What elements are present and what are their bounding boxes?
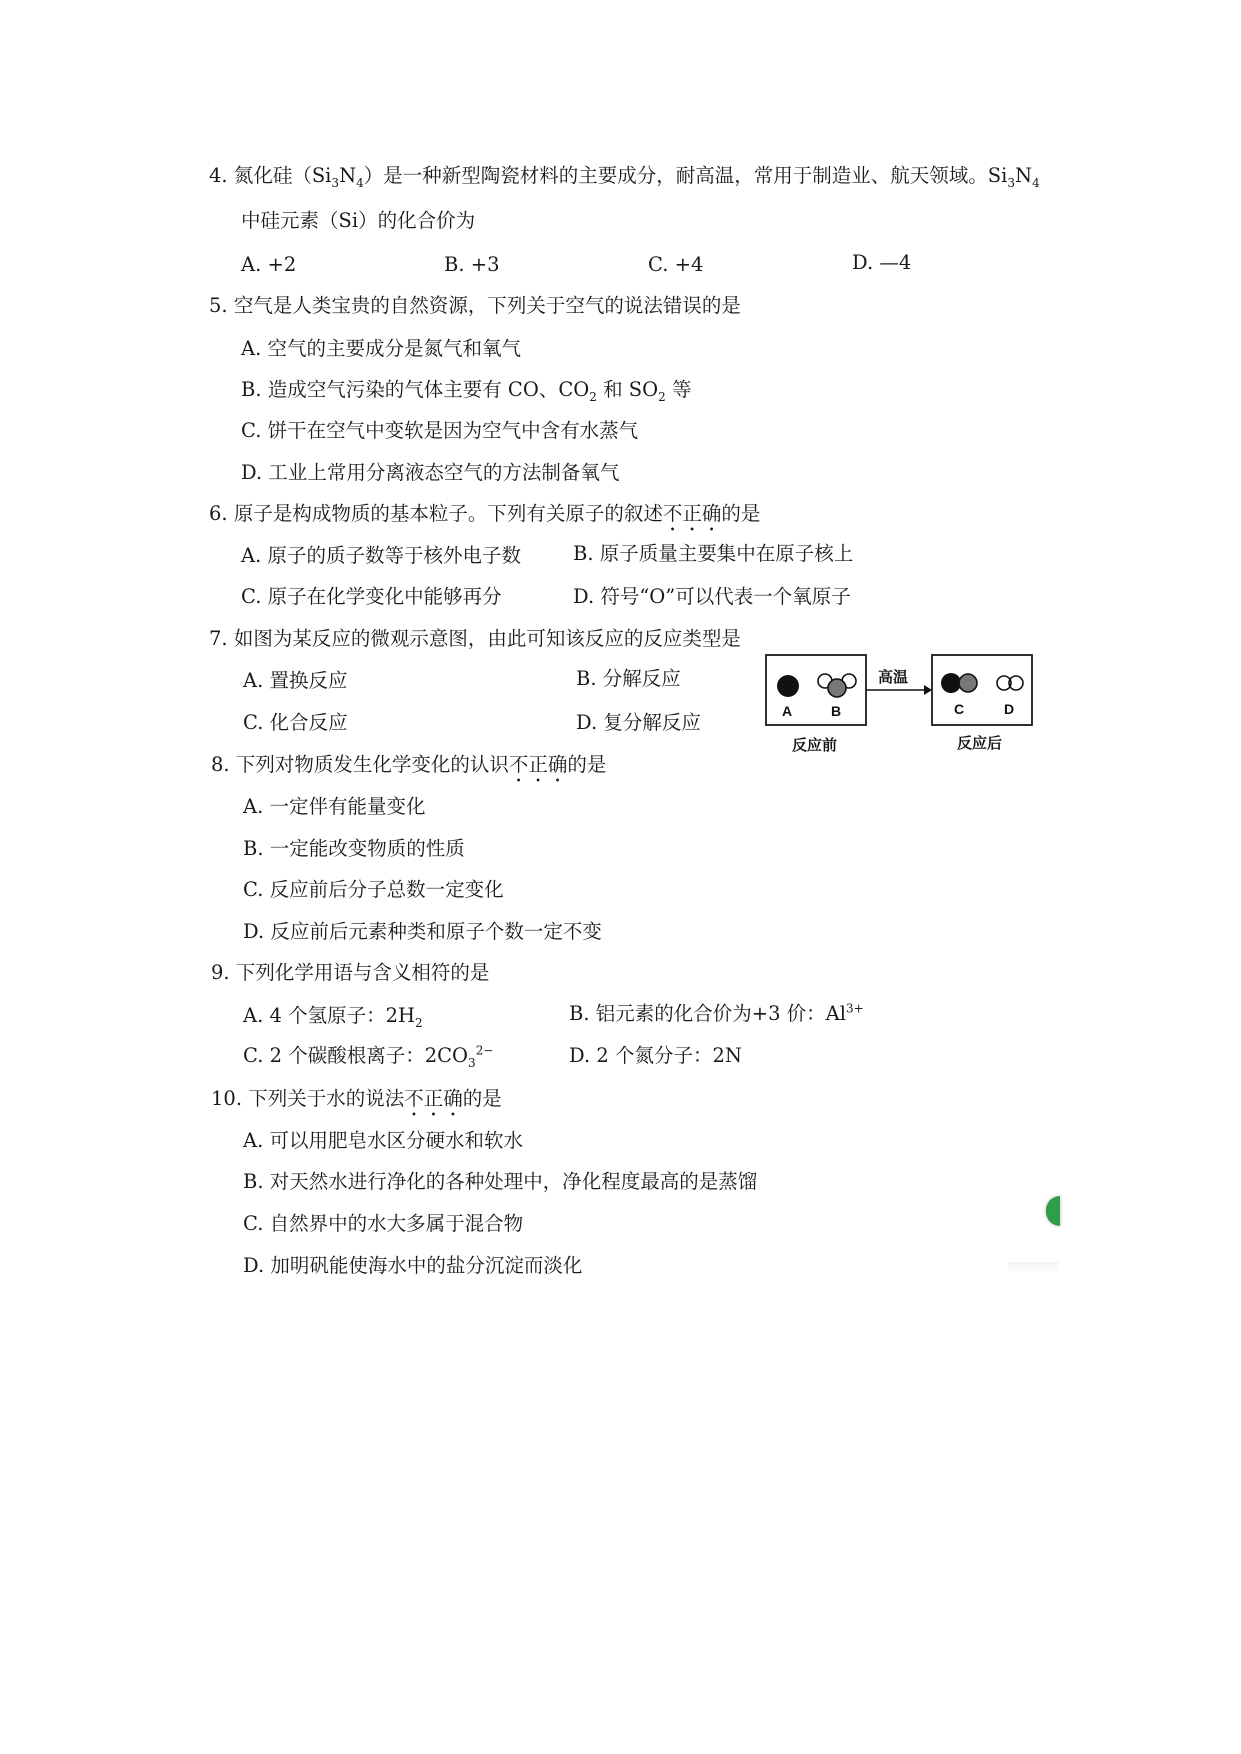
q4-option-d: D. —4 [852,251,912,274]
q4-sub3: 3 [1007,175,1016,190]
molecule-c-icon [941,673,977,693]
q9-c-sub: 3 [468,1055,476,1070]
q6-number: 6. [209,502,228,525]
q4-stem-a: 氮化硅（Si [233,164,332,187]
q6-stem [209,501,760,536]
q9-option-b [569,1001,864,1027]
q5-option-a: A. 空气的主要成分是氮气和氧气 [241,337,521,360]
molecule-d-icon [997,676,1023,690]
q9-c-sup: 2− [475,1043,494,1058]
q4-stem-c: ）是一种新型陶瓷材料的主要成分，耐高温，常用于制造业、航天领域。Si [363,164,1008,187]
q8-option-a: A. 一定伴有能量变化 [243,795,426,818]
edge-shadow-fragment [1008,1262,1058,1274]
q6-option-c: C. 原子在化学变化中能够再分 [241,585,502,608]
q6-stem-emphasis: 不正确 [662,502,722,525]
q9-stem-text: 下列化学用语与含义相符的是 [235,961,490,984]
q5-number: 5. [209,294,228,317]
molecule-b-icon [818,674,856,697]
q8-stem-b: 的是 [567,753,607,776]
q10-option-c: C. 自然界中的水大多属于混合物 [243,1212,524,1235]
q8-option-b: B. 一定能改变物质的性质 [243,837,465,860]
q4-sub2: 4 [356,175,364,190]
q9-option-d: D. 2 个氮分子：2N [569,1044,742,1067]
q5-b-sub2: 2 [658,389,666,404]
q5-stem-text: 空气是人类宝贵的自然资源，下列关于空气的说法错误的是 [233,294,741,317]
q9-b-text: B. 铝元素的化合价为+3 价：Al [569,1002,846,1025]
q7-option-c: C. 化合反应 [243,711,348,734]
q7-number: 7. [209,627,228,650]
q8-stem-emphasis: 不正确 [508,753,568,776]
before-label: 反应前 [792,736,838,754]
q4-stem-line1 [209,163,1040,189]
q10-stem-b: 的是 [462,1087,502,1110]
q9-option-c [243,1043,493,1069]
q4-option-b: B. +3 [444,253,500,276]
q8-number: 8. [211,753,230,776]
q9-a-sub: 2 [415,1015,423,1030]
q9-stem [211,960,489,986]
q4-stem-d: N [1015,164,1033,187]
q4-sub1: 3 [331,175,340,190]
q7-option-b: B. 分解反应 [576,667,681,690]
q10-option-b: B. 对天然水进行净化的各种处理中，净化程度最高的是蒸馏 [243,1170,758,1193]
label-b: B [831,703,842,719]
q9-number: 9. [211,961,230,984]
arrow-label: 高温 [878,668,909,686]
q6-option-d: D. 符号“O”可以代表一个氧原子 [573,585,851,608]
q6-option-b: B. 原子质量主要集中在原子核上 [573,542,854,565]
q9-a-text: A. 4 个氢原子：2H [243,1004,415,1027]
q9-option-a [243,1003,423,1029]
q7-option-d: D. 复分解反应 [576,711,701,734]
q10-stem-a: 下列关于水的说法 [248,1087,405,1110]
q7-stem-text: 如图为某反应的微观示意图，由此可知该反应的反应类型是 [233,627,741,650]
q8-stem [211,752,606,787]
q5-b-sub1: 2 [589,389,597,404]
q10-stem [211,1086,502,1121]
q9-b-sup: 3+ [846,1001,864,1016]
q10-number: 10. [211,1087,243,1110]
q10-option-d: D. 加明矾能使海水中的盐分沉淀而淡化 [243,1254,583,1277]
q5-b-c: 等 [665,378,692,401]
q9-c-text: C. 2 个碳酸根离子：2CO [243,1044,469,1067]
q4-sub4: 4 [1032,175,1040,190]
reaction-diagram [764,652,1034,760]
q7-stem [209,626,741,652]
q4-stem-line2: 中硅元素（Si）的化合价为 [241,209,476,232]
q7-option-a: A. 置换反应 [243,669,348,692]
q8-option-c: C. 反应前后分子总数一定变化 [243,878,504,901]
q5-b-a: B. 造成空气污染的气体主要有 CO、CO [241,378,590,401]
q4-option-a: A. +2 [241,253,297,276]
q5-stem [209,293,741,319]
label-a: A [782,703,793,719]
q4-stem-b: N [339,164,357,187]
label-d: D [1004,701,1015,717]
q4-option-c: C. +4 [648,253,704,276]
q10-stem-emphasis: 不正确 [404,1087,463,1110]
after-label: 反应后 [957,734,1003,752]
q6-stem-b: 的是 [721,502,761,525]
q5-option-d: D. 工业上常用分离液态空气的方法制备氧气 [241,461,620,484]
arrow-head-icon [924,685,932,695]
q6-option-a: A. 原子的质子数等于核外电子数 [241,544,521,567]
q10-option-a: A. 可以用肥皂水区分硬水和软水 [243,1129,523,1152]
q5-option-c: C. 饼干在空气中变软是因为空气中含有水蒸气 [241,419,639,442]
q8-stem-a: 下列对物质发生化学变化的认识 [235,753,509,776]
q8-option-d: D. 反应前后元素种类和原子个数一定不变 [243,920,602,943]
q6-stem-a: 原子是构成物质的基本粒子。下列有关原子的叙述 [233,502,663,525]
molecule-a-icon [777,675,799,697]
floating-button-fragment[interactable] [1046,1196,1060,1226]
q4-number: 4. [209,164,228,187]
q5-b-b: 和 SO [596,378,659,401]
label-c: C [954,701,965,717]
q5-option-b [241,377,691,403]
